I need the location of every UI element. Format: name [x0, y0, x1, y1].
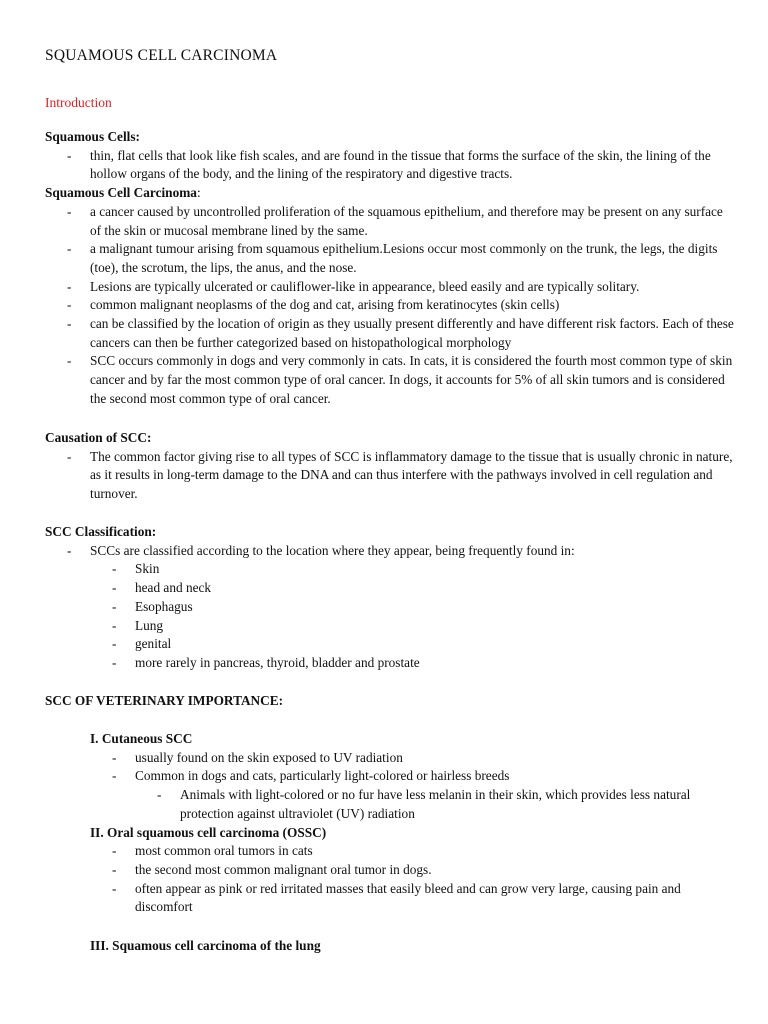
heading-scc-text: Squamous Cell Carcinoma: [45, 185, 197, 201]
section-classification: [45, 523, 735, 673]
list-causation: [45, 448, 735, 504]
list-item: - genital: [90, 635, 735, 654]
section-veterinary: [45, 692, 735, 711]
list-item: - Lesions are typically ulcerated or cauliflower-like in appearance, bleed easily and are typically solitary.: [45, 278, 735, 297]
list-squamous-cells: [45, 147, 735, 184]
list-item: - common malignant neoplasms of the dog and cat, arising from keratinocytes (skin cells): [45, 296, 735, 315]
section-label-introduction: Introduction: [45, 95, 112, 110]
list-item: - the second most common malignant oral tumor in dogs.: [90, 861, 735, 880]
section-causation: [45, 429, 735, 504]
list-classification-locations: [90, 560, 735, 672]
list-scc: [45, 203, 735, 409]
list-item: - Animals with light-colored or no fur have less melanin in their skin, which provides less natural protection against ultraviolet (UV) radiation: [135, 786, 735, 823]
list-item: - often appear as pink or red irritated masses that easily bleed and can grow very large, causing pain and discomfort: [90, 880, 735, 917]
list-classification: [45, 542, 735, 561]
heading-cutaneous: I. Cutaneous SCC: [90, 731, 193, 746]
list-item: - SCCs are classified according to the location where they appear, being frequently found in:: [45, 542, 735, 561]
section-squamous-cells: [45, 128, 735, 409]
heading-classification: SCC Classification:: [45, 524, 157, 539]
list-item: - head and neck: [90, 579, 735, 598]
list-item: - more rarely in pancreas, thyroid, bladder and prostate: [90, 654, 735, 673]
list-item: - The common factor giving rise to all types of SCC is inflammatory damage to the tissue that is usually chronic in nature, as it results in long-term damage to the DNA and can thus interfere with the pathways involved in cell regulation and turnover.: [45, 448, 735, 504]
list-item: - Skin: [90, 560, 735, 579]
list-item: - thin, flat cells that look like fish scales, and are found in the tissue that forms the surface of the skin, the lining of the hollow organs of the body, and the lining of the respiratory and digestive tracts.: [45, 147, 735, 184]
heading-squamous-cells: Squamous Cells:: [45, 129, 140, 144]
section-lung: [45, 937, 735, 956]
list-item: - a malignant tumour arising from squamous epithelium.Lesions occur most commonly on the trunk, the legs, the digits (toe), the scrotum, the lips, the anus, and the nose.: [45, 240, 735, 277]
list-item: - a cancer caused by uncontrolled proliferation of the squamous epithelium, and therefore may be present on any surface of the skin or mucosal membrane lined by the same.: [45, 203, 735, 240]
heading-lung: III. Squamous cell carcinoma of the lung: [90, 938, 321, 953]
list-cutaneous-detail: [135, 786, 735, 823]
heading-scc: [45, 184, 735, 203]
section-cutaneous: [45, 730, 735, 917]
list-cutaneous: [90, 749, 735, 786]
list-item: - Lung: [90, 617, 735, 636]
list-item: - most common oral tumors in cats: [90, 842, 735, 861]
list-item: - Esophagus: [90, 598, 735, 617]
list-item: - SCC occurs commonly in dogs and very commonly in cats. In cats, it is considered the fourth most common type of skin cancer and by far the most common type of oral cancer. In dogs, it accounts for 5% of all skin tumors and is considered the second most common type of oral cancer.: [45, 352, 735, 408]
heading-oral: II. Oral squamous cell carcinoma (OSSC): [90, 824, 327, 840]
heading-veterinary: SCC OF VETERINARY IMPORTANCE:: [45, 693, 284, 708]
heading-scc-colon: :: [196, 185, 201, 201]
list-item: - usually found on the skin exposed to UV radiation: [90, 749, 735, 768]
heading-causation: Causation of SCC:: [45, 430, 152, 445]
list-item: - Common in dogs and cats, particularly light-colored or hairless breeds: [90, 767, 735, 786]
list-item: - can be classified by the location of origin as they usually present differently and have different risk factors. Each of these cancers can then be further categorized based on histopathological morphology: [45, 315, 735, 352]
list-oral: [90, 842, 735, 917]
page-title: SQUAMOUS CELL CARCINOMA: [45, 47, 278, 64]
